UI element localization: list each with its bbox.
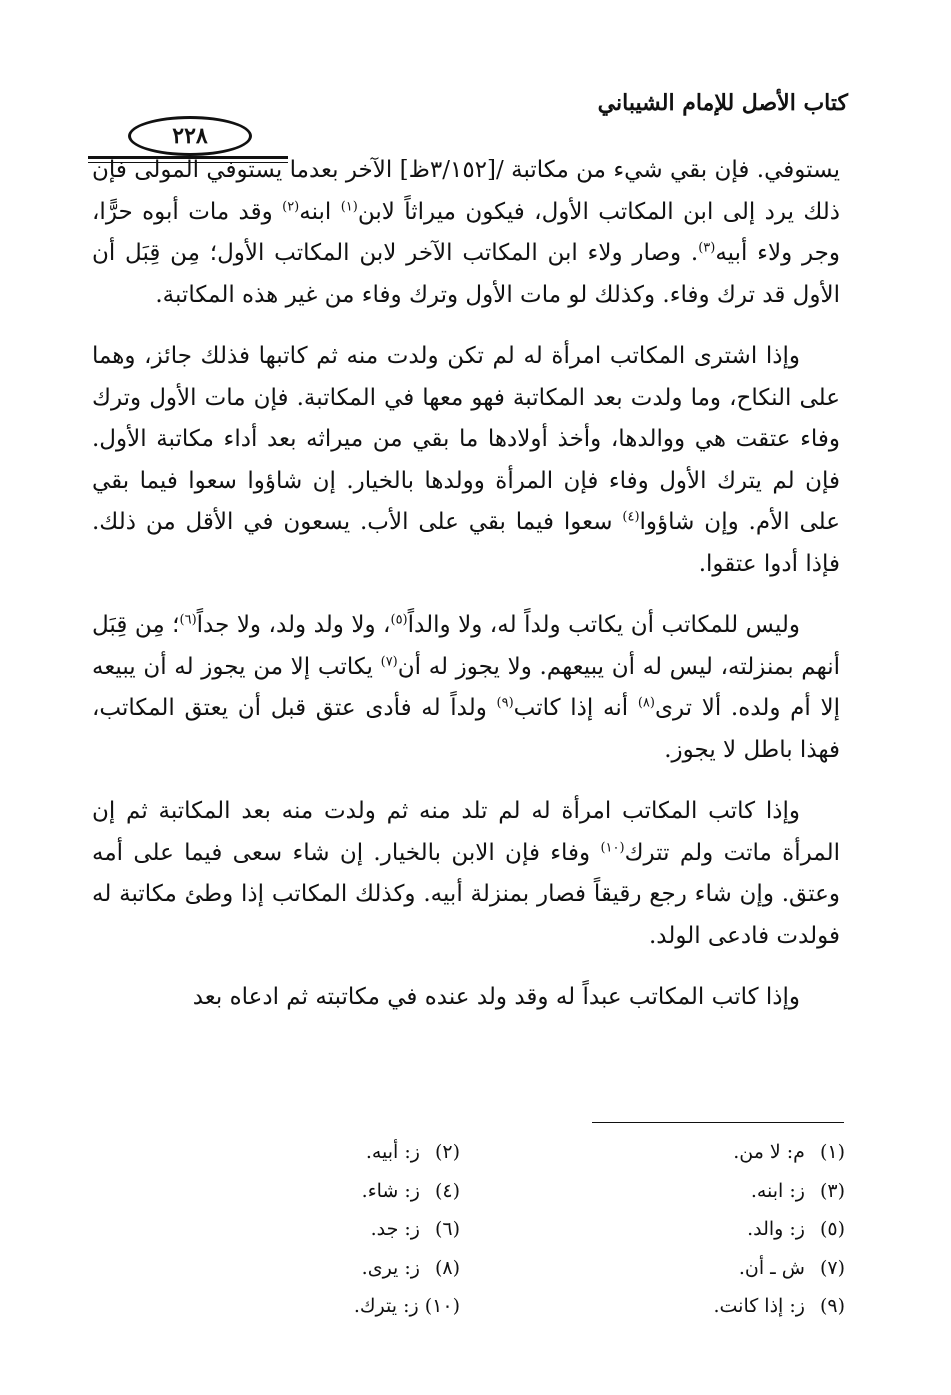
text-segment: وإذا اشترى المكاتب امرأة له لم تكن ولدت منه ثم كاتبها فذلك جائز، وهما على النكاح، وما ولدت بعد المكاتبة فهو معها في المكاتبة. فإن مات الأول وترك وفاء عتقت هي ووالدها، وأخذ أولادها ما بقي من ميراثه بعد أداء مكاتبة الأول. فإن لم يترك الأول وفاء فإن المرأة وولدها بالخيار. إن شاؤوا سعوا فيما بقي على الأم. وإن شاؤوا xyxy=(92,343,840,535)
footnote xyxy=(585,1210,845,1249)
footnote-number: (٢) xyxy=(434,1141,460,1163)
page-header xyxy=(88,84,848,154)
footnote-number: (٧) xyxy=(819,1256,845,1279)
footnote-ref: (٣) xyxy=(698,240,716,256)
footnote-text: ش ـ أن. xyxy=(738,1256,811,1279)
footnote-number: (٥) xyxy=(819,1218,845,1240)
text-segment: يكاتب إلا من يجوز له أن يبيعه إلا أم ولده. ألا ترى xyxy=(92,653,840,721)
footnote-ref: (٤) xyxy=(622,509,640,525)
paragraph xyxy=(92,150,840,316)
running-title: كتاب الأصل للإمام الشيباني xyxy=(597,90,848,116)
text-segment: ابنه xyxy=(299,198,341,225)
footnote-number: (٨) xyxy=(434,1256,460,1279)
footnote xyxy=(585,1287,845,1326)
footnote xyxy=(300,1210,460,1249)
text-segment: وإذا كاتب المكاتب عبداً له وقد ولد عنده في مكاتبته ثم ادعاه بعد xyxy=(192,984,800,1010)
footnote xyxy=(300,1287,460,1326)
paragraph xyxy=(92,336,840,585)
text-segment: أنه إذا كاتب xyxy=(513,695,638,721)
text-segment: ، ولا ولد ولد، ولا جداً xyxy=(196,612,391,638)
footnote-text: م: لا من. xyxy=(733,1141,811,1163)
footnote-number: (٣) xyxy=(819,1179,845,1202)
footnote-text: ز: أبيه. xyxy=(365,1141,426,1163)
footnote-ref: (١) xyxy=(340,198,358,214)
footnote-ref: (١٠) xyxy=(600,839,625,855)
footnote xyxy=(585,1133,845,1172)
footnote-text: ز: يرى. xyxy=(361,1256,426,1279)
footnote xyxy=(300,1172,460,1211)
footnote-number: (٦) xyxy=(434,1218,460,1240)
footnote-text: ز: يترك. xyxy=(353,1295,425,1317)
footnote-text: ز: ابنه. xyxy=(750,1179,811,1202)
footnote-ref: (٧) xyxy=(380,653,398,669)
footnote-number: (٩) xyxy=(819,1295,845,1317)
text-segment: . وصار ولاء ابن المكاتب الآخر لابن المكاتب الأول؛ مِن قِبَل أن الأول قد ترك وفاء. وكذلك لو مات الأول وترك وفاء من غير هذه المكاتبة. xyxy=(92,240,840,308)
text-segment: ؛ مِن قِبَل أنهم بمنزلته، ليس له أن يبيعهم. ولا يجوز له أن xyxy=(92,612,840,680)
footnote-number: (١) xyxy=(819,1141,845,1163)
footnote-number: (١٠) xyxy=(424,1295,460,1317)
footnote-text: ز: جد. xyxy=(370,1218,426,1240)
page-number: ٢٢٨ xyxy=(128,116,252,156)
footnote xyxy=(300,1133,460,1172)
main-text xyxy=(92,150,840,1039)
footnote xyxy=(300,1249,460,1288)
footnote-text: ز: إذا كانت. xyxy=(713,1295,811,1317)
paragraph xyxy=(92,791,840,957)
text-segment: وليس للمكاتب أن يكاتب ولداً له، ولا والداً xyxy=(407,612,801,638)
footnote-text: ز: والد. xyxy=(747,1218,811,1240)
paragraph xyxy=(92,977,840,1019)
footnote-column-left xyxy=(300,1133,460,1326)
text-segment: ولداً له فأدى عتق قبل أن يعتق المكاتب، فهذا باطل لا يجوز. xyxy=(92,695,840,763)
footnote-ref: (٥) xyxy=(390,612,408,628)
footnote-ref: (٨) xyxy=(637,695,655,711)
footnote xyxy=(585,1172,845,1211)
footnote-text: ز: شاء. xyxy=(361,1179,426,1202)
footnote-ref: (٢) xyxy=(282,198,300,214)
text-segment: سعوا فيما بقي على الأب. يسعون في الأقل من ذلك. فإذا أدوا عتقوا. xyxy=(92,509,840,577)
footnote-separator xyxy=(592,1122,844,1123)
paragraph xyxy=(92,605,840,771)
page-number-ornament xyxy=(88,112,288,152)
footnote-ref: (٩) xyxy=(496,695,514,711)
text-segment: وإذا كاتب المكاتب امرأة له لم تلد منه ثم ولدت منه بعد المكاتبة ثم إن المرأة ماتت ولم تترك xyxy=(92,798,840,866)
footnote-number: (٤) xyxy=(434,1179,460,1202)
footnote-ref: (٦) xyxy=(179,612,197,628)
text-segment: وقد مات أبوه حرًّا، وجر ولاء أبيه xyxy=(92,198,840,266)
text-segment: وفاء فإن الابن بالخيار. إن شاء سعى فيما على أمه وعتق. وإن شاء رجع رقيقاً فصار بمنزلة أبيه. وكذلك المكاتب إذا وطئ مكاتبة له فولدت فادعى الولد. xyxy=(92,839,840,949)
text-segment: يستوفي. فإن بقي شيء من مكاتبة /[٣/١٥٢ظ] الآخر بعدما يستوفي المولى فإن ذلك يرد إلى ابن المكاتب الأول، فيكون ميراثاً لابن xyxy=(92,157,841,225)
footnote xyxy=(585,1249,845,1288)
footnote-column-right xyxy=(585,1133,845,1326)
